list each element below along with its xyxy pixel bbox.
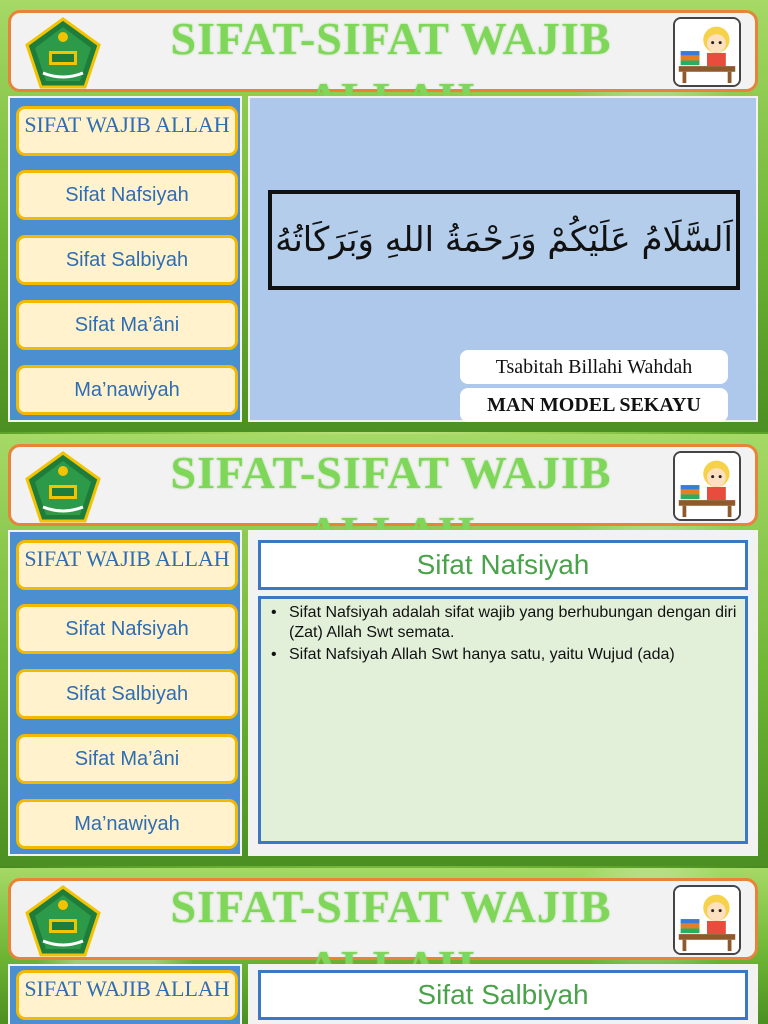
- header-bar: [8, 10, 758, 92]
- menu-sifat-wajib-allah[interactable]: SIFAT WAJIB ALLAH: [16, 106, 238, 156]
- menu-sifat-nafsiyah[interactable]: Sifat Nafsiyah: [16, 604, 238, 654]
- kemenag-logo-icon: [25, 17, 101, 89]
- menu-sifat-wajib-allah[interactable]: SIFAT WAJIB ALLAH: [16, 540, 238, 590]
- header-bar: [8, 878, 758, 960]
- slide-salbiyah: [0, 868, 768, 1024]
- main-title: SIFAT-SIFAT WAJIB: [170, 13, 612, 64]
- menu-sifat-nafsiyah[interactable]: Sifat Nafsiyah: [16, 170, 238, 220]
- school-name: MAN MODEL SEKAYU: [460, 388, 728, 422]
- main-title: SIFAT-SIFAT WAJIB: [170, 881, 612, 932]
- menu-sifat-maani[interactable]: Sifat Ma’âni: [16, 734, 238, 784]
- student-reading-mascot-icon: [673, 885, 741, 955]
- menu-sifat-wajib-allah[interactable]: SIFAT WAJIB ALLAH: [16, 970, 238, 1020]
- menu-sifat-maani[interactable]: Sifat Ma’âni: [16, 300, 238, 350]
- arabic-greeting: اَلسَّلَامُ عَلَيْكُمْ وَرَحْمَةُ اللهِ وَبَرَكَاتُهُ: [268, 190, 740, 290]
- kemenag-logo-icon: [25, 885, 101, 957]
- section-title: Sifat Salbiyah: [258, 970, 748, 1020]
- nafsiyah-content: [248, 530, 758, 856]
- menu-manawiyah[interactable]: Ma’nawiyah: [16, 799, 238, 849]
- main-title: SIFAT-SIFAT WAJIB: [170, 447, 612, 498]
- sidebar-menu: [8, 964, 242, 1024]
- salbiyah-content: [248, 964, 758, 1024]
- header-bar: [8, 444, 758, 526]
- cover-content: [248, 96, 758, 422]
- menu-manawiyah[interactable]: Ma’nawiyah: [16, 365, 238, 415]
- sidebar-menu: [8, 530, 242, 856]
- bullet-box: [258, 596, 748, 844]
- menu-sifat-salbiyah[interactable]: Sifat Salbiyah: [16, 669, 238, 719]
- bullet-item: • Sifat Nafsiyah adalah sifat wajib yang berhubungan dengan diri (Zat) Allah Swt semata.: [269, 603, 737, 643]
- student-reading-mascot-icon: [673, 451, 741, 521]
- menu-sifat-salbiyah[interactable]: Sifat Salbiyah: [16, 235, 238, 285]
- kemenag-logo-icon: [25, 451, 101, 523]
- slide-nafsiyah: [0, 434, 768, 866]
- bullet-item: • Sifat Nafsiyah Allah Swt hanya satu, yaitu Wujud (ada): [269, 645, 737, 665]
- student-reading-mascot-icon: [673, 17, 741, 87]
- section-title: Sifat Nafsiyah: [258, 540, 748, 590]
- slide-cover: [0, 0, 768, 432]
- sidebar-menu: [8, 96, 242, 422]
- author-name: Tsabitah Billahi Wahdah: [460, 350, 728, 384]
